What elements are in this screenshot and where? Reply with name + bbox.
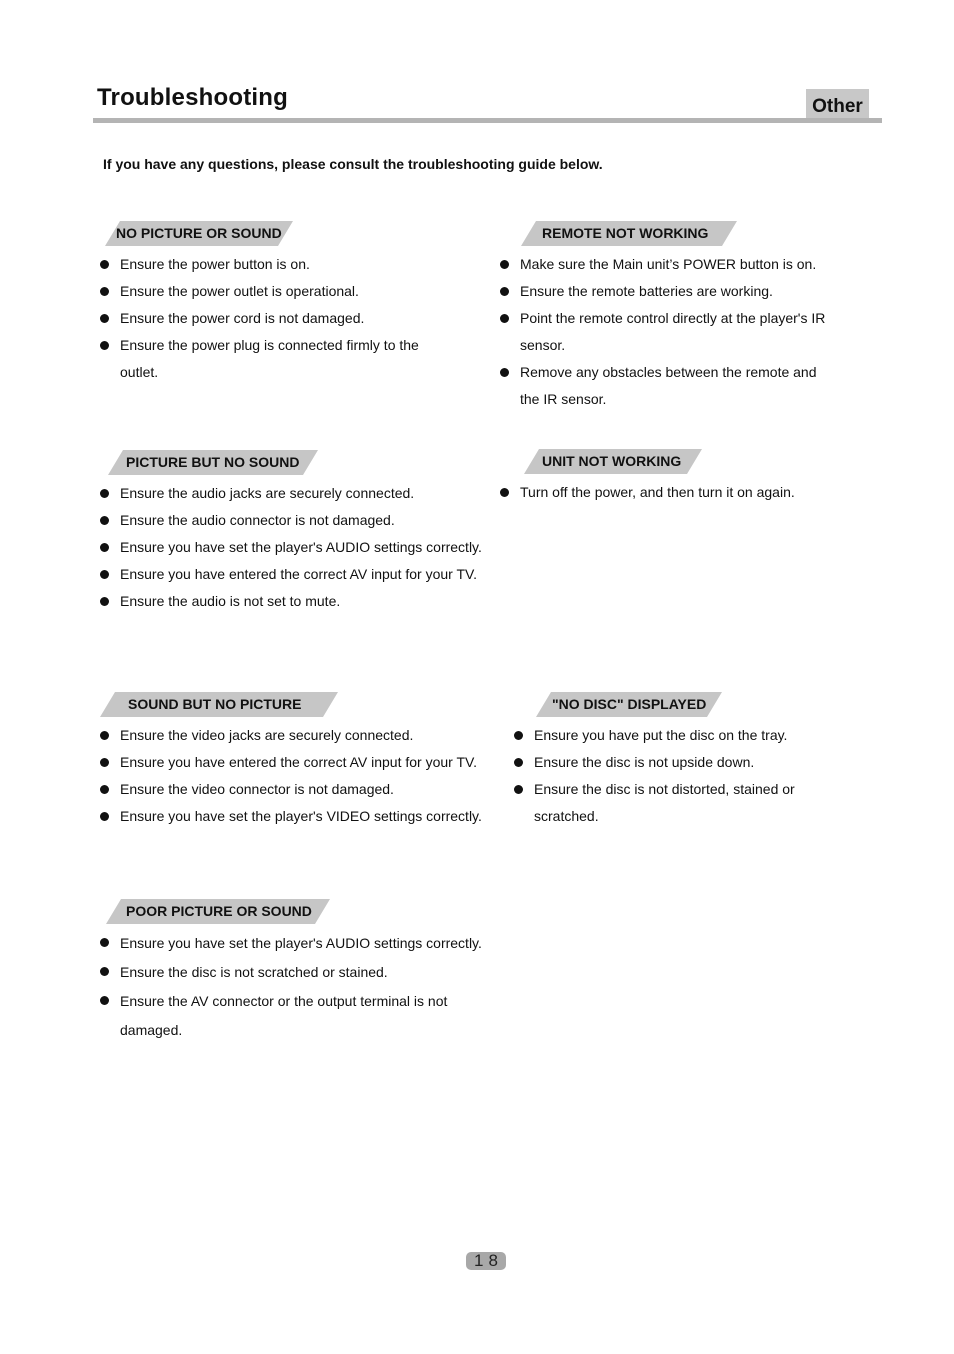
list-item: [500, 251, 880, 278]
list-item: [100, 278, 500, 305]
list-item-text: damaged.: [120, 1022, 183, 1038]
topic-poor-picture-or-sound: [100, 899, 520, 1045]
list-item-text: Ensure you have put the disc on the tray.: [534, 727, 788, 743]
list-item-text: outlet.: [120, 364, 159, 380]
bullet-icon: [500, 287, 509, 296]
topic-sound-but-no-picture: [100, 692, 510, 830]
topic-title: UNIT NOT WORKING: [542, 453, 682, 469]
bullet-icon: [100, 287, 109, 296]
list-item-text: Ensure you have set the player's AUDIO settings correctly.: [120, 935, 482, 951]
bullet-icon: [100, 260, 109, 269]
bullet-icon: [514, 785, 523, 794]
topic-header: [514, 692, 884, 717]
bullet-icon: [500, 260, 509, 269]
list-item-text: Ensure the audio is not set to mute.: [120, 593, 341, 609]
bullet-icon: [100, 516, 109, 525]
bullet-icon: [100, 785, 109, 794]
list-item: [100, 958, 520, 987]
topic-header: [500, 449, 880, 474]
list-item: [100, 561, 510, 588]
topic-title: NO PICTURE OR SOUND: [116, 225, 282, 241]
list-item: [100, 305, 500, 332]
list-item-text: Ensure the AV connector or the output terminal is not: [120, 993, 448, 1009]
bullet-icon: [500, 314, 509, 323]
list-item: [500, 278, 880, 305]
topic-item-list: [100, 251, 500, 386]
list-item-text: Ensure you have entered the correct AV input for your TV.: [120, 754, 477, 770]
page-number: 18: [466, 1252, 506, 1270]
list-item-text: Ensure the remote batteries are working.: [520, 283, 773, 299]
list-item-text: Ensure the disc is not scratched or stained.: [120, 964, 388, 980]
list-item: [100, 722, 510, 749]
list-item: [100, 803, 510, 830]
list-item: [100, 776, 510, 803]
intro-text: If you have any questions, please consult the troubleshooting guide below.: [103, 156, 603, 172]
bullet-icon: [514, 731, 523, 740]
list-item-text: Ensure the power button is on.: [120, 256, 310, 272]
list-item: [514, 776, 884, 830]
list-item: [500, 359, 880, 413]
topic-title: PICTURE BUT NO SOUND: [126, 454, 300, 470]
list-item: [514, 749, 884, 776]
bullet-icon: [100, 489, 109, 498]
topic-unit-not-working: [500, 449, 880, 506]
topic-item-list: [514, 722, 884, 830]
topic-picture-but-no-sound: [100, 450, 510, 615]
header-rule: [93, 118, 882, 123]
list-item: [100, 332, 500, 386]
bullet-icon: [514, 758, 523, 767]
list-item: [100, 534, 510, 561]
list-item-text: Ensure you have entered the correct AV input for your TV.: [120, 566, 477, 582]
bullet-icon: [100, 543, 109, 552]
bullet-icon: [100, 996, 109, 1005]
list-item: [100, 987, 520, 1045]
topic-no-picture-or-sound: [100, 221, 500, 386]
bullet-icon: [100, 314, 109, 323]
bullet-icon: [100, 731, 109, 740]
topic-item-list: [500, 479, 880, 506]
list-item-text: Ensure the power outlet is operational.: [120, 283, 359, 299]
list-item-text: Remove any obstacles between the remote and: [520, 364, 817, 380]
topic-title: SOUND BUT NO PICTURE: [128, 696, 302, 712]
list-item-text: sensor.: [520, 337, 566, 353]
topic-title: REMOTE NOT WORKING: [542, 225, 709, 241]
list-item-text: Point the remote control directly at the player's IR: [520, 310, 826, 326]
topic-header: [100, 450, 510, 475]
list-item: [100, 588, 510, 615]
list-item-text: Make sure the Main unit’s POWER button is on.: [520, 256, 817, 272]
topic-item-list: [100, 722, 510, 830]
list-item-text: Ensure the power plug is connected firmly to the: [120, 337, 419, 353]
list-item-text: Ensure the power cord is not damaged.: [120, 310, 365, 326]
list-item-text: the IR sensor.: [520, 391, 607, 407]
topic-title: "NO DISC" DISPLAYED: [552, 696, 707, 712]
topic-header: [100, 221, 500, 246]
topic-header: [100, 692, 510, 717]
list-item: [500, 305, 880, 359]
list-item: [514, 722, 884, 749]
list-item: [100, 251, 500, 278]
list-item-text: Ensure the audio jacks are securely connected.: [120, 485, 415, 501]
bullet-icon: [100, 967, 109, 976]
bullet-icon: [100, 570, 109, 579]
list-item: [100, 480, 510, 507]
list-item-text: scratched.: [534, 808, 599, 824]
list-item-text: Ensure the audio connector is not damaged.: [120, 512, 395, 528]
bullet-icon: [100, 341, 109, 350]
list-item-text: Turn off the power, and then turn it on again.: [520, 484, 795, 500]
list-item: [100, 929, 520, 958]
topic-remote-not-working: [500, 221, 880, 413]
list-item-text: Ensure you have set the player's AUDIO settings correctly.: [120, 539, 482, 555]
list-item-text: Ensure you have set the player's VIDEO settings correctly.: [120, 808, 482, 824]
topic-item-list: [100, 929, 520, 1045]
bullet-icon: [100, 938, 109, 947]
bullet-icon: [100, 812, 109, 821]
list-item: [100, 749, 510, 776]
topic-header: [500, 221, 880, 246]
topic-item-list: [500, 251, 880, 413]
topic-no-disc-displayed: [514, 692, 884, 830]
list-item-text: Ensure the disc is not distorted, stained or: [534, 781, 795, 797]
topic-title: POOR PICTURE OR SOUND: [126, 903, 312, 919]
bullet-icon: [100, 758, 109, 767]
bullet-icon: [100, 597, 109, 606]
list-item-text: Ensure the disc is not upside down.: [534, 754, 755, 770]
section-tab: Other: [806, 89, 869, 121]
list-item-text: Ensure the video connector is not damaged.: [120, 781, 394, 797]
bullet-icon: [500, 488, 509, 497]
list-item-text: Ensure the video jacks are securely connected.: [120, 727, 414, 743]
page-title: Troubleshooting: [97, 84, 288, 111]
list-item: [100, 507, 510, 534]
list-item: [500, 479, 880, 506]
bullet-icon: [500, 368, 509, 377]
topic-item-list: [100, 480, 510, 615]
topic-header: [100, 899, 520, 924]
